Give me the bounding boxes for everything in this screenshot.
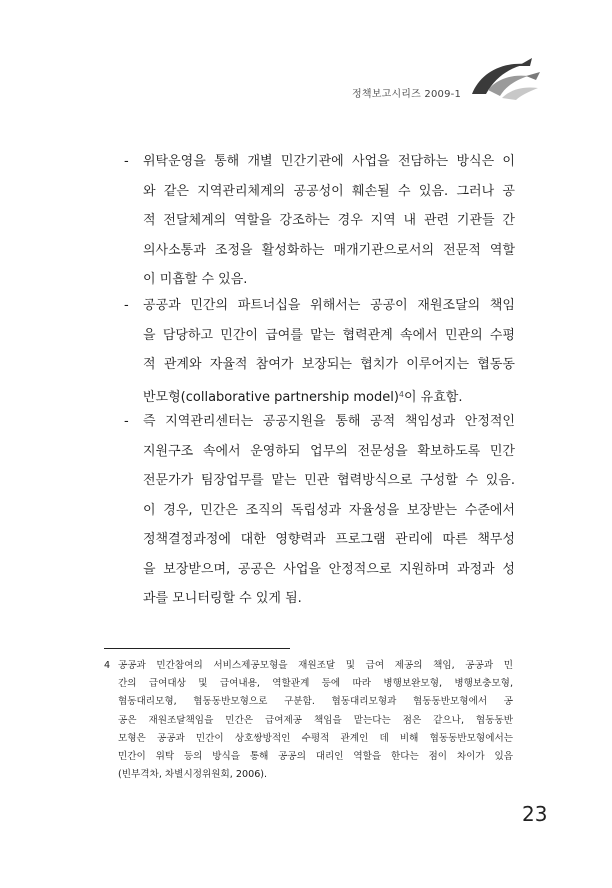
footnote-line: 공공과 민간참여의 서비스제공모형을 재원조달 및 급여 제공의 책임, 공공과 민 <box>118 660 513 671</box>
text-line: 이 경우, 민간은 조직의 독립성과 자율성을 보장받는 수준에서 <box>143 502 515 518</box>
footnote-line: 공은 재원조달책임을 민간은 급여제공 책임을 맡는다는 점은 같으나, 협동동반 <box>118 714 513 726</box>
page-number: 23 <box>522 802 548 826</box>
bullet-dash: - <box>124 154 129 169</box>
bullet-item <box>124 291 515 412</box>
text-line: 지원구조 속에서 운영하되 업무의 전문성을 확보하도록 민간 <box>143 443 515 459</box>
text-line: 즉 지역관리센터는 공공지원을 통해 공적 책임성과 안정적인 <box>143 414 515 429</box>
footnote-line: 민간이 위탁 등의 방식을 통해 공공의 대리인 역할을 한다는 점이 차이가 있음 <box>118 751 513 763</box>
text-line: 을 담당하고 민간이 급여를 맡는 협력관계 속에서 민관의 수평 <box>143 327 515 343</box>
text-line: 이 미흡할 수 있음. <box>143 272 248 287</box>
text-line: 위탁운영을 통해 개별 민간기관에 사업을 전담하는 방식은 이 <box>143 154 515 169</box>
footnote-line: (빈부격차, 차별시정위원회, 2006). <box>118 769 268 781</box>
text-line: 의사소통과 조정을 활성화하는 매개기관으로서의 전문적 역할 <box>143 242 515 258</box>
text-line: 와 같은 지역관리체계의 공공성이 훼손될 수 있음. 그러나 공 <box>143 183 515 199</box>
text-line: 공공과 민간의 파트너십을 위해서는 공공이 재원조달의 책임 <box>143 298 515 313</box>
bullet-item <box>124 407 515 614</box>
text-line: 적 전달체계의 역할을 강조하는 경우 지역 내 관련 기관들 간 <box>143 213 515 228</box>
text-line: 과를 모니터링할 수 있게 됨. <box>143 591 302 606</box>
bullet-dash: - <box>124 414 129 429</box>
footnote-line: 모형은 공공과 민간이 상호쌍방적인 수평적 관계인 데 비해 협동동반모형에서는 <box>118 732 513 744</box>
footnote-number: 4 <box>104 660 111 671</box>
footnote-ref: 4 <box>398 389 404 399</box>
text-line: 적 관계와 자율적 참여가 보장되는 협치가 이루어지는 협동동 <box>143 357 515 372</box>
bullet-dash: - <box>124 298 129 313</box>
text-segment: 반모형(collaborative partnership model) <box>143 389 399 405</box>
text-line: 을 보장받으며, 공공은 사업을 안정적으로 지원하며 과정과 성 <box>143 561 515 577</box>
footnote-line: 간의 급여대상 및 급여내용, 역할관계 등에 따라 병행보완모형, 병행보충모형, <box>118 678 513 690</box>
text-line: 정책결정과정에 대한 영향력과 프로그램 관리에 따른 책무성 <box>143 532 515 547</box>
text-segment: 이 유효함. <box>403 389 463 405</box>
footnote-divider <box>104 648 290 649</box>
bird-logo-icon <box>466 54 546 102</box>
footnote <box>104 657 513 784</box>
header-series-title: 정책보고시리즈 2009-1 <box>352 89 462 100</box>
footnote-line: 협동대리모형, 협동동반모형으로 구분함. 협동대리모형과 협동동반모형에서 공 <box>118 696 513 708</box>
text-line: 전문가가 팀장업무를 맡는 민관 협력방식으로 구성할 수 있음. <box>143 473 515 488</box>
bullet-item <box>124 147 515 295</box>
